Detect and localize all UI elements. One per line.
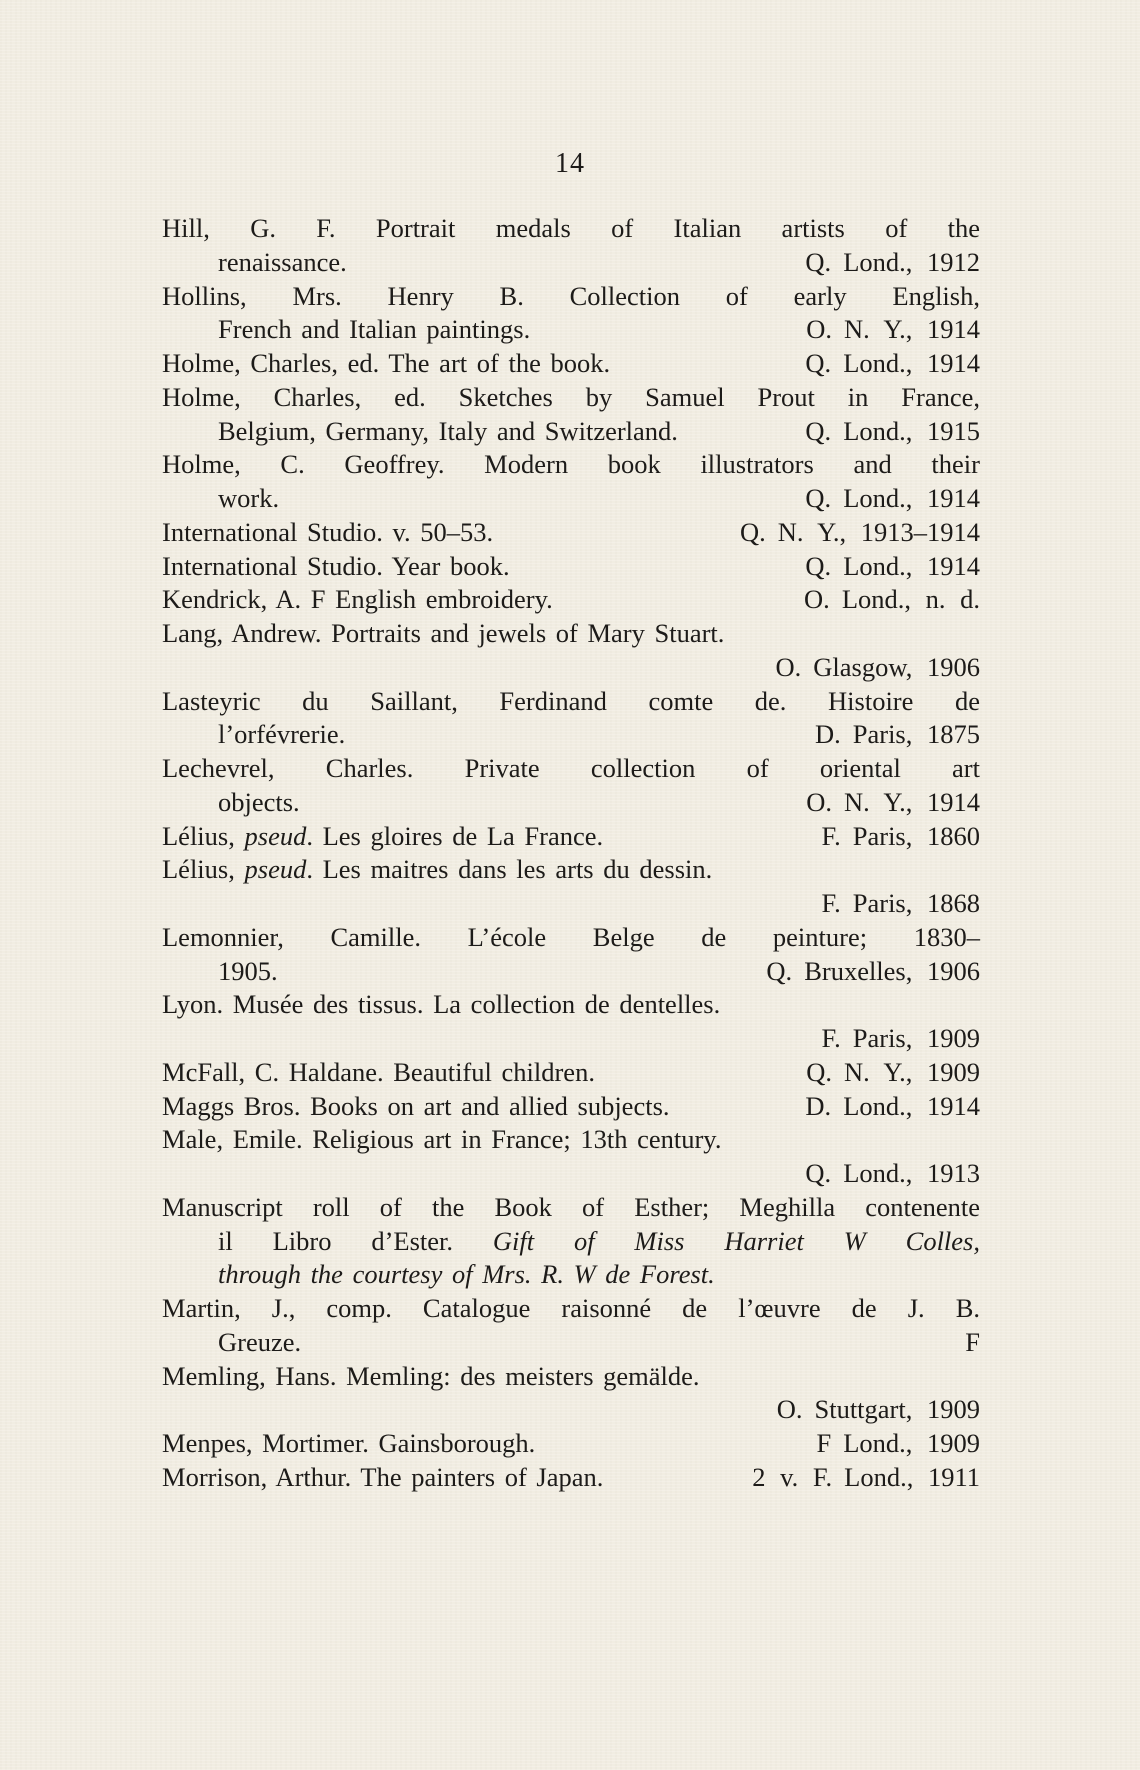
entry-text: Hill, G. F. Portrait medals of Italian artists of the (162, 213, 980, 243)
entry-text: l’orfévrerie. (218, 719, 346, 750)
entry-continuation-line (162, 651, 980, 685)
entry-text: Male, Emile. Religious art in France; 13th century. (162, 1124, 722, 1155)
bibliography-entry (162, 1056, 980, 1090)
entry-heading-line (162, 583, 980, 617)
entry-text-roman: Lélius, (162, 820, 245, 851)
imprint (805, 482, 980, 516)
format-label: Q. (805, 415, 832, 446)
entry-text: International Studio. v. 50–53. (162, 516, 494, 547)
entry-continuation-line (162, 887, 980, 921)
entry-text: Kendrick, A. F English embroidery. (162, 584, 553, 615)
entry-heading-line (162, 347, 980, 381)
entry-heading-line (162, 685, 980, 719)
entry-continuation-line (162, 1393, 980, 1427)
entry-text: Morrison, Arthur. The painters of Japan. (162, 1461, 604, 1492)
entry-text: Lang, Andrew. Portraits and jewels of Mary Stuart. (162, 618, 725, 648)
imprint (766, 955, 980, 989)
imprint (805, 347, 980, 381)
entry-continuation-line (162, 415, 980, 449)
imprint (806, 786, 980, 820)
entry-text: Maggs Bros. Books on art and allied subjects. (162, 1090, 670, 1121)
bibliography-entry (162, 1360, 980, 1428)
entry-text: Greuze. (218, 1326, 302, 1357)
format-label: Q. (805, 550, 832, 581)
entry-text (162, 820, 603, 854)
bibliography-entry (162, 448, 980, 516)
format-label: 2 v. F. (752, 1461, 833, 1492)
place-date: Glasgow, 1906 (813, 651, 980, 682)
format-label: Q. (806, 1056, 832, 1087)
place-date: Lond., 1914 (843, 348, 980, 378)
page-number: 14 (555, 148, 585, 179)
entry-continuation-line (162, 1326, 980, 1360)
imprint (805, 1157, 980, 1191)
entry-text (162, 1225, 980, 1259)
entry-heading-line (162, 752, 980, 786)
entry-text-roman: Lélius, (162, 854, 245, 885)
format-label: O. (775, 651, 802, 682)
entry-heading-line (162, 1090, 980, 1124)
format-label: F. (821, 1023, 841, 1053)
imprint (805, 415, 980, 449)
entry-heading-line (162, 280, 980, 314)
place-date: N. Y., 1909 (843, 1056, 980, 1087)
place-date: Lond., n. d. (841, 584, 980, 615)
place-date: Lond., 1911 (844, 1461, 980, 1492)
place-date: Lond., 1909 (843, 1428, 980, 1458)
entry-heading-line (162, 448, 980, 482)
place-date: Paris, 1860 (852, 820, 980, 851)
entry-continuation-line (162, 1258, 980, 1292)
entry-text (162, 853, 712, 887)
bibliography-entry (162, 1191, 980, 1292)
entry-heading-line (162, 988, 980, 1022)
entry-text: work. (218, 483, 280, 513)
bibliography-entry (162, 347, 980, 381)
place-date: Paris, 1909 (852, 1023, 980, 1053)
bibliography-entry (162, 820, 980, 854)
bibliography-entry (162, 212, 980, 280)
format-label: O. (806, 786, 832, 817)
imprint (805, 1090, 980, 1124)
entry-continuation-line (162, 313, 980, 347)
entry-text: Lemonnier, Camille. L’école Belge de peinture; 1830– (162, 921, 980, 952)
place-date: Bruxelles, 1906 (804, 955, 980, 986)
entry-text: Memling, Hans. Memling: des meisters gemälde. (162, 1360, 700, 1391)
place-date: Lond., 1915 (843, 415, 980, 446)
imprint (804, 583, 980, 617)
bibliography-entry (162, 583, 980, 617)
entry-text: International Studio. Year book. (162, 550, 510, 581)
bibliography-entry (162, 1427, 980, 1461)
entry-text-italic: through the courtesy of Mrs. R. W de Forest. (218, 1259, 715, 1290)
entry-text: Holme, C. Geoffrey. Modern book illustrators and their (162, 449, 980, 480)
entry-text (162, 1258, 715, 1292)
place-date: Paris, 1875 (852, 719, 980, 750)
entry-text: Holme, Charles, ed. The art of the book. (162, 348, 611, 378)
entry-text: 1905. (218, 955, 278, 986)
entry-heading-line (162, 1360, 980, 1394)
entry-text: Martin, J., comp. Catalogue raisonné de l’œuvre de J. B. (162, 1293, 980, 1323)
entry-text: renaissance. (218, 246, 347, 277)
entry-text-roman: . Les gloires de La France. (306, 820, 604, 851)
format-label: Q. (805, 1158, 832, 1188)
place-date: Stuttgart, 1909 (814, 1394, 980, 1425)
bibliography-entry (162, 1090, 980, 1124)
bibliography-entry (162, 550, 980, 584)
place-date: F (965, 1326, 980, 1357)
imprint (815, 718, 980, 752)
entry-text: McFall, C. Haldane. Beautiful children. (162, 1056, 595, 1087)
bibliography-entry (162, 921, 980, 989)
place-date: Paris, 1868 (852, 888, 980, 918)
entry-heading-line (162, 820, 980, 854)
entry-heading-line (162, 1191, 980, 1225)
entry-text: Belgium, Germany, Italy and Switzerland. (218, 415, 678, 446)
entry-text: objects. (218, 786, 300, 817)
format-label: Q. (805, 348, 832, 378)
bibliography-entry (162, 280, 980, 348)
imprint (816, 1427, 980, 1461)
entry-text-roman: il Libro d’Ester. (218, 1225, 493, 1256)
format-label: F. (821, 888, 841, 918)
entry-heading-line (162, 617, 980, 651)
entry-heading-line (162, 381, 980, 415)
imprint (822, 820, 981, 854)
place-date: Lond., 1914 (843, 550, 980, 581)
entry-continuation-line (162, 1157, 980, 1191)
format-label: O. (804, 584, 830, 615)
bibliography-entry (162, 1461, 980, 1495)
entry-continuation-line (162, 482, 980, 516)
format-label: Q. (805, 483, 832, 513)
place-date: Lond., 1914 (843, 1090, 980, 1121)
place-date: N. Y., 1913–1914 (777, 516, 980, 547)
entry-text: Menpes, Mortimer. Gainsborough. (162, 1428, 536, 1458)
bibliography-entry (162, 1292, 980, 1360)
entry-continuation-line (162, 955, 980, 989)
entry-text: Lyon. Musée des tissus. La collection de dentelles. (162, 989, 721, 1020)
imprint (822, 887, 981, 921)
entry-heading-line (162, 1056, 980, 1090)
place-date: N. Y., 1914 (843, 314, 980, 345)
entry-heading-line (162, 550, 980, 584)
format-label: Q. (739, 516, 766, 547)
format-label: Q. (805, 246, 832, 277)
entry-continuation-line (162, 786, 980, 820)
entry-continuation-line (162, 1022, 980, 1056)
bibliography-entry (162, 988, 980, 1056)
imprint (806, 1056, 980, 1090)
format-label: F. (821, 820, 841, 851)
bibliography-entry (162, 752, 980, 820)
entry-heading-line (162, 212, 980, 246)
entry-text: Lechevrel, Charles. Private collection of oriental art (162, 753, 980, 783)
entry-text-italic: pseud (244, 820, 307, 851)
entry-text: Lasteyric du Saillant, Ferdinand comte de. Histoire de (162, 685, 980, 716)
imprint (805, 246, 980, 280)
bibliography-list (162, 212, 980, 1495)
entry-text: French and Italian paintings. (218, 314, 531, 345)
format-label: O. (806, 314, 832, 345)
bibliography-entry (162, 381, 980, 449)
imprint (775, 651, 980, 685)
entry-text: Holme, Charles, ed. Sketches by Samuel Prout in France, (162, 381, 980, 412)
format-label: D. (805, 1090, 832, 1121)
entry-heading-line (162, 1427, 980, 1461)
imprint (740, 516, 980, 550)
bibliography-entry (162, 685, 980, 753)
entry-heading-line (162, 1292, 980, 1326)
entry-text: Manuscript roll of the Book of Esther; Meghilla contenente (162, 1191, 980, 1222)
entry-continuation-line (162, 718, 980, 752)
entry-text-roman: . Les maitres dans les arts du dessin. (306, 854, 713, 885)
entry-continuation-line (162, 1225, 980, 1259)
imprint (777, 1393, 980, 1427)
entry-text-italic: Gift of Miss Harriet W Colles, (492, 1225, 980, 1256)
place-date: Lond., 1912 (843, 246, 980, 277)
entry-heading-line (162, 921, 980, 955)
imprint (822, 1022, 981, 1056)
place-date: Lond., 1914 (843, 483, 980, 513)
entry-text: Hollins, Mrs. Henry B. Collection of early English, (162, 280, 980, 311)
format-label: D. (814, 719, 841, 750)
format-label: F (816, 1428, 832, 1458)
imprint (805, 550, 980, 584)
format-label: O. (776, 1394, 803, 1425)
imprint (953, 1326, 980, 1360)
place-date: Lond., 1913 (843, 1158, 980, 1188)
bibliography-entry (162, 1123, 980, 1191)
entry-continuation-line (162, 246, 980, 280)
entry-text-italic: pseud (244, 854, 307, 885)
bibliography-entry (162, 853, 980, 921)
format-label: Q. (766, 955, 793, 986)
bibliography-entry (162, 516, 980, 550)
bibliography-entry (162, 617, 980, 685)
imprint (752, 1461, 980, 1495)
entry-heading-line (162, 853, 980, 887)
entry-heading-line (162, 1123, 980, 1157)
place-date: N. Y., 1914 (843, 786, 980, 817)
imprint (806, 313, 980, 347)
entry-heading-line (162, 1461, 980, 1495)
entry-heading-line (162, 516, 980, 550)
